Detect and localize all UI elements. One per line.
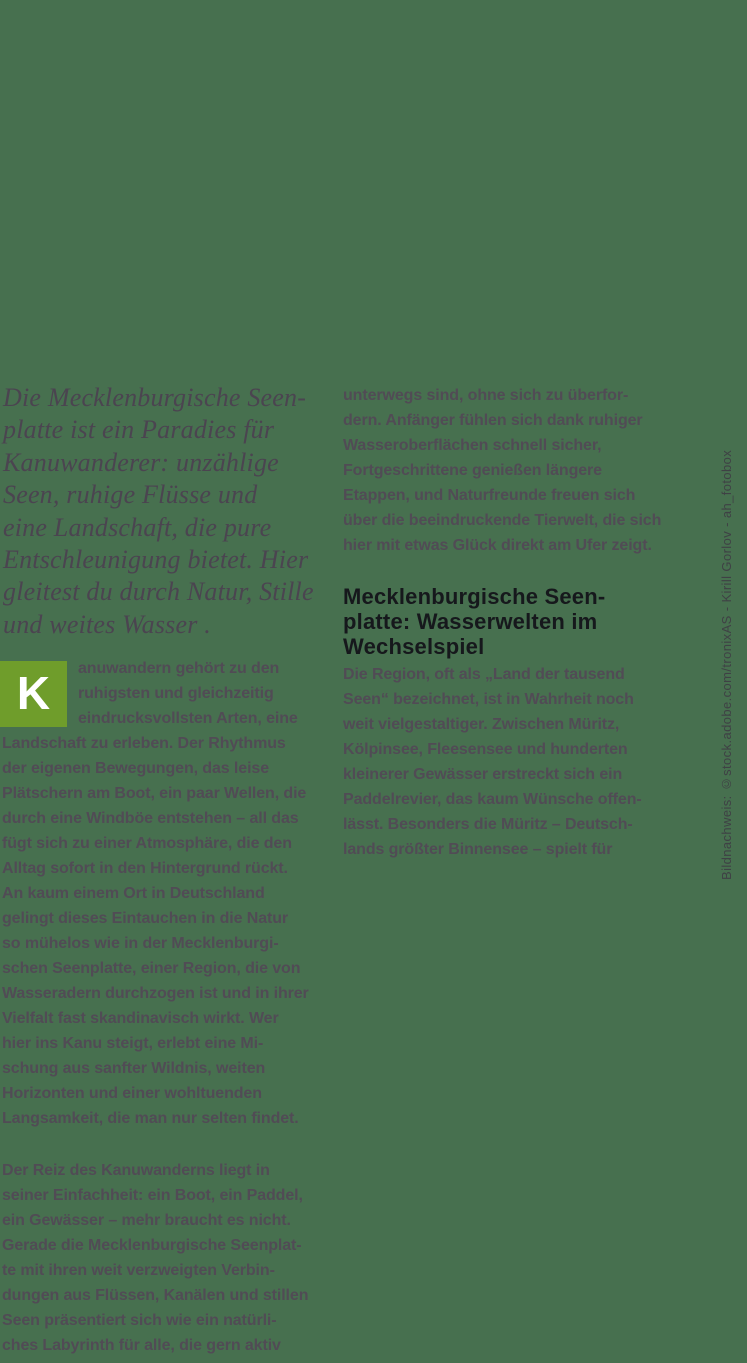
body-paragraph-1: Landschaft zu erleben. Der Rhythmus der eigenen Bewegungen, das leise Plätschern am Boot, ein paar Wellen, die durch eine Windböe entstehen – all das fügt sich zu einer Atmosphäre, die den Alltag sofort in den Hintergrund rückt. An kaum einem Ort in Deutschland gelingt dieses Eintauchen in die Natur so mühelos wie in der Mecklenburgi- schen Seenplatte, einer Region, die von Wasseradern durchzogen ist und in ihrer Vielfalt fast skandinavisch wirkt. Wer hier ins Kanu steigt, erlebt eine Mi- schung aus sanfter Wildnis, weiten Horizonten und einer wohltuenden Langsamkeit, die man nur selten findet. — [2, 735, 309, 1127]
photo-credit: Bildnachweis: ©stock.adobe.com/tronixAS - Kirill Gorlov - ah_fotobox — [719, 449, 734, 880]
section-heading: Mecklenburgische Seen- platte: Wasserwelten im Wechselspiel — [343, 584, 606, 659]
lead-paragraph: Die Mecklenburgische Seen- platte ist ein Paradies für Kanuwanderer: unzählige Seen, ruhige Flüsse und eine Landschaft, die pure Entschleunigung bietet. Hier gleitest du durch Natur, Stille und weites Wasser . — [3, 383, 314, 639]
body-paragraph-2: Der Reiz des Kanuwanderns liegt in seiner Einfachheit: ein Boot, ein Paddel, ein Gewässer – mehr braucht es nicht. Gerade die Mecklenburgische Seenplat- te mit ihren weit verzweigten Verbin- dungen aus Flüssen, Kanälen und stillen Seen präsentiert sich wie ein natürli- ches Labyrinth für alle, die gern aktiv — [2, 1162, 309, 1354]
body-paragraph-3: unterwegs sind, ohne sich zu überfor- dern. Anfänger fühlen sich dank ruhiger Wasseroberflächen schnell sicher, Fortgeschrittene genießen längere Etappen, und Naturfreunde freuen sich über die beeindruckende Tierwelt, die sich hier mit etwas Glück direkt am Ufer zeigt. — [343, 387, 662, 554]
dropcap-letter: K — [16, 666, 51, 719]
body-paragraph-1-indented: anuwandern gehört zu den ruhigsten und gleichzeitig eindrucksvollsten Arten, eine — [78, 660, 298, 727]
right-text-column — [343, 383, 665, 862]
body-paragraph-4: Die Region, oft als „Land der tausend Seen“ bezeichnet, ist in Wahrheit noch weit vielgestaltiger. Zwischen Müritz, Kölpinsee, Fleesensee und hunderten kleinerer Gewässer erstreckt sich ein Paddelrevier, das kaum Wünsche offen- lässt. Besonders die Müritz – Deutsch- lands größter Binnensee – spielt für — [343, 666, 642, 858]
left-text-column — [2, 656, 318, 1358]
